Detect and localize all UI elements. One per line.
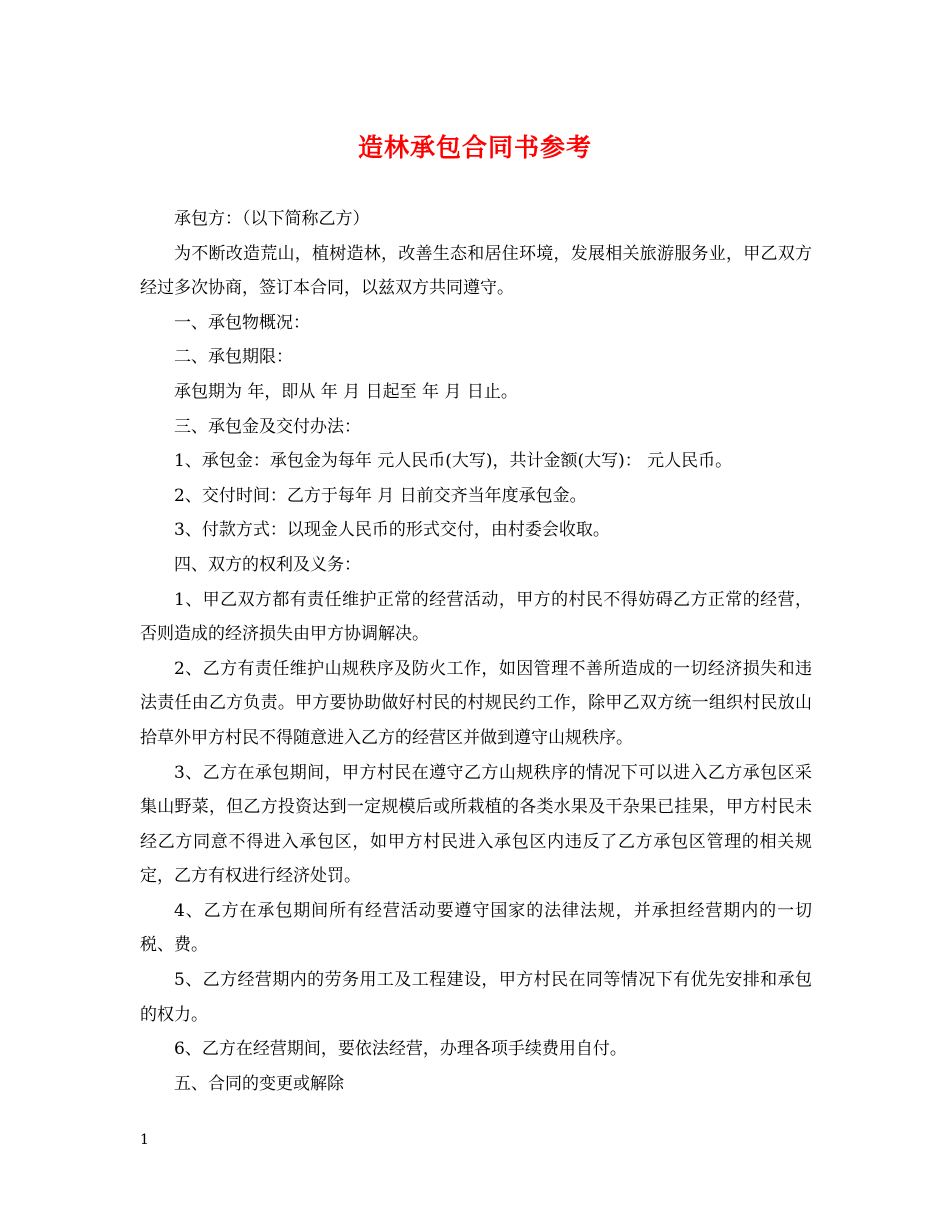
paragraph: 二、承包期限：	[174, 347, 293, 368]
paragraph: 为不断改造荒山，植树造林，改善生态和居住环境，发展相关旅游服务业，甲乙双方经过多次协商，签订本合同，以兹双方共同遵守。	[140, 243, 812, 299]
paragraph: 一、承包物概况：	[174, 312, 310, 333]
paragraph: 5、乙方经营期内的劳务用工及工程建设，甲方村民在同等情况下有优先安排和承包的权力。	[140, 970, 812, 1025]
paragraph: 1、承包金：承包金为每年 元人民币(大写)，共计金额(大写)： 元人民币。	[174, 451, 733, 472]
paragraph: 6、乙方在经营期间，要依法经营，办理各项手续费用自付。	[174, 1039, 627, 1060]
paragraph: 五、合同的变更或解除	[174, 1073, 344, 1094]
paragraph: 2、交付时间：乙方于每年 月 日前交齐当年度承包金。	[174, 485, 587, 506]
paragraph: 2、乙方有责任维护山规秩序及防火工作，如因管理不善所造成的一切经济损失和违法责任由乙方负责。甲方要协助做好村民的村规民约工作，除甲乙双方统一组织村民放山拾草外甲方村民不得随意进入乙方的经营区并做到遵守山规秩序。	[140, 658, 812, 748]
paragraph: 四、双方的权利及义务：	[174, 554, 361, 575]
paragraph: 承包方：（以下简称乙方）	[174, 209, 370, 229]
page-number: 1	[140, 1132, 149, 1148]
paragraph: 3、乙方在承包期间，甲方村民在遵守乙方山规秩序的情况下可以进入乙方承包区采集山野菜，但乙方投资达到一定规模后或所栽植的各类水果及干杂果已挂果，甲方村民未经乙方同意不得进入承包区，如甲方村民进入承包区内违反了乙方承包区管理的相关规定，乙方有权进行经济处罚。	[140, 762, 812, 887]
paragraph: 1、甲乙双方都有责任维护正常的经营活动，甲方的村民不得妨碍乙方正常的经营，否则造成的经济损失由甲方协调解决。	[140, 589, 812, 645]
paragraph: 承包期为 年，即从 年 月 日起至 年 月 日止。	[174, 381, 518, 402]
paragraph: 三、承包金及交付办法：	[174, 416, 361, 437]
paragraph: 4、乙方在承包期间所有经营活动要遵守国家的法律法规，并承担经营期内的一切税、费。	[140, 900, 812, 956]
document-title: 造林承包合同书参考	[357, 133, 592, 162]
document-body	[140, 202, 812, 1101]
paragraph: 3、付款方式：以现金人民币的形式交付，由村委会收取。	[174, 520, 610, 541]
